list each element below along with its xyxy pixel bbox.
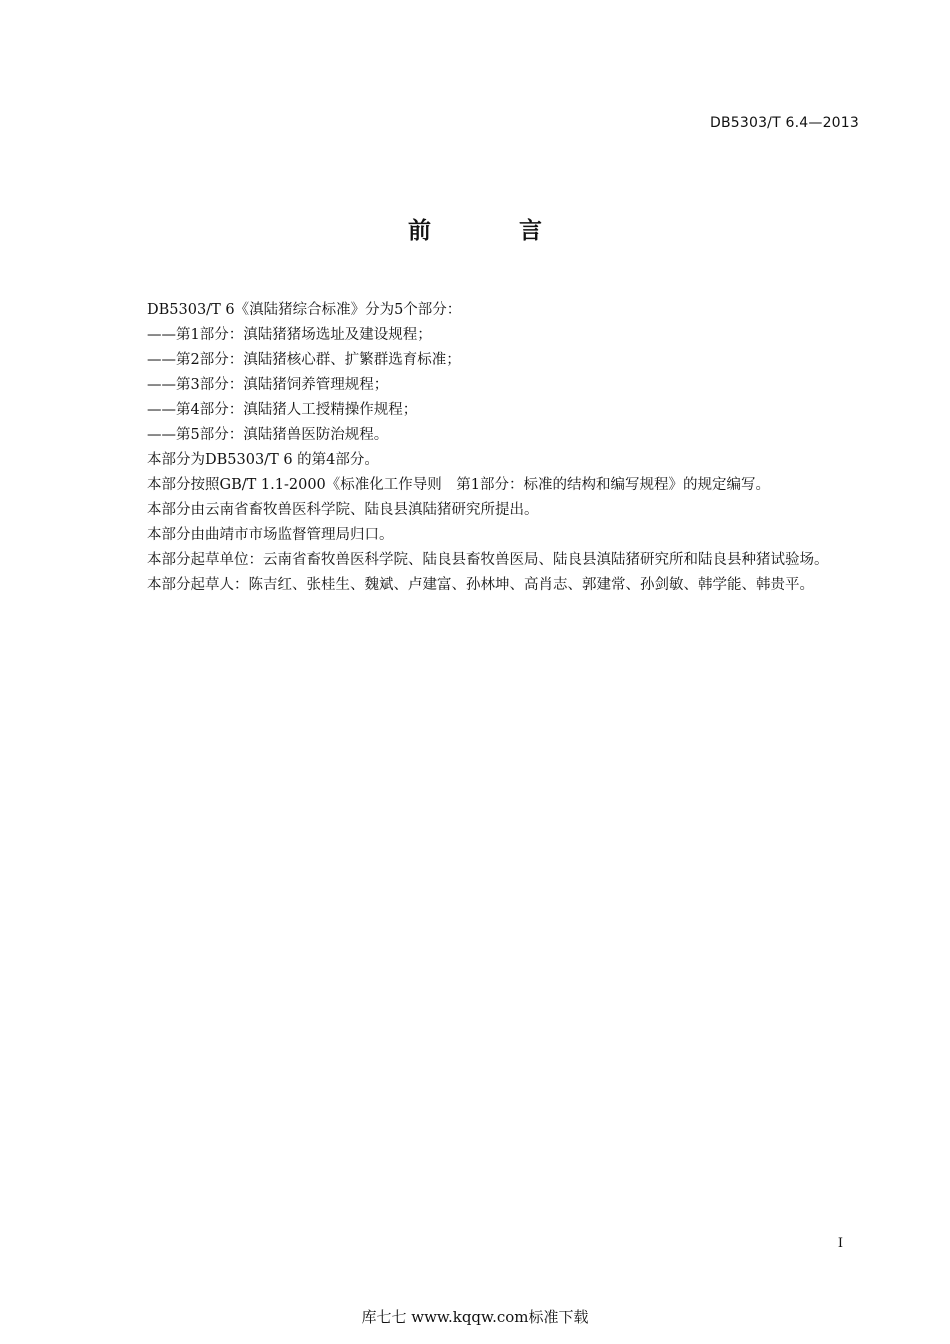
list-item-part-3: ——第3部分：滇陆猪饲养管理规程； xyxy=(147,377,389,393)
paragraph-proposed-by: 本部分由云南省畜牧兽医科学院、陆良县滇陆猪研究所提出。 xyxy=(147,502,539,518)
document-code: DB5303/T 6.4—2013 xyxy=(709,115,859,131)
paragraph-drafting-units: 本部分起草单位：云南省畜牧兽医科学院、陆良县畜牧兽医局、陆良县滇陆猪研究所和陆良县种猪试验场。 xyxy=(147,552,829,568)
paragraph-intro: DB5303/T 6《滇陆猪综合标准》分为5个部分： xyxy=(147,302,462,318)
foreword-body xyxy=(114,298,860,598)
list-item-part-1: ——第1部分：滇陆猪猪场选址及建设规程； xyxy=(147,327,432,343)
watermark-text: 库七七 www.kqqw.com标准下载 xyxy=(361,1308,589,1326)
paragraph-drafting-rules: 本部分按照GB/T 1.1-2000《标准化工作导则 第1部分：标准的结构和编写规程》的规定编写。 xyxy=(147,477,770,493)
paragraph-drafters: 本部分起草人：陈吉红、张桂生、魏斌、卢建富、孙林坤、高肖志、郭建常、孙剑敏、韩学能、韩贵平。 xyxy=(147,577,814,593)
list-item-part-5: ——第5部分：滇陆猪兽医防治规程。 xyxy=(147,427,389,443)
paragraph-this-part: 本部分为DB5303/T 6 的第4部分。 xyxy=(147,452,379,468)
list-item-part-4: ——第4部分：滇陆猪人工授精操作规程； xyxy=(147,402,418,418)
paragraph-under-jurisdiction: 本部分由曲靖市市场监督管理局归口。 xyxy=(147,527,394,543)
list-item-part-2: ——第2部分：滇陆猪核心群、扩繁群选育标准； xyxy=(147,352,461,368)
page-title: 前 言 xyxy=(407,218,582,244)
page-number: I xyxy=(837,1236,843,1251)
